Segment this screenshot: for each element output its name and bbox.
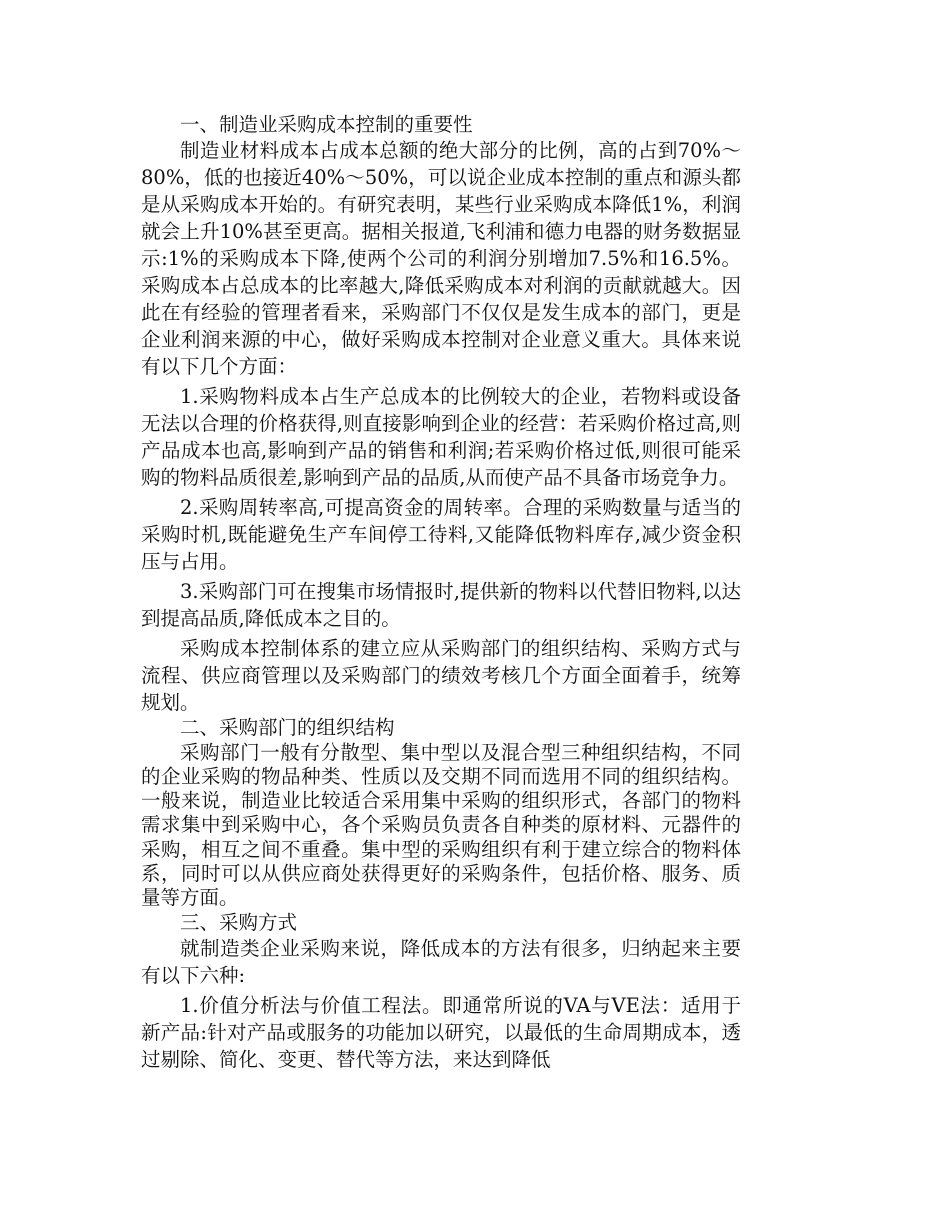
section-heading-3: 三、采购方式 <box>180 910 298 934</box>
body-paragraph: 采购部门一般有分散型、集中型以及混合型三种组织结构，不同的企业采购的物品种类、性质以及交期不同而选用不同的组织结构。一般来说，制造业比较适合采用集中采购的组织形式，各部门的物料需求集中到采购中心，各个采购员负责各自种类的原材料、元器件的采购，相互之间不重叠。集中型的采购组织有利于建立综合的物料体系，同时可以从供应商处获得更好的采购条件，包括价格、服务、质量等方面。 <box>141 740 741 910</box>
body-paragraph: 制造业材料成本占成本总额的绝大部分的比例，高的占到70%～80%，低的也接近40%～50%，可以说企业成本控制的重点和源头都是从采购成本开始的。有研究表明，某些行业采购成本降低1%，利润就会上升10%甚至更高。据相关报道,飞利浦和德力电器的财务数据显示:1%的采购成本下降,使两个公司的利润分别增加7.5%和16.5%。采购成本占总成本的比率越大,降低采购成本对利润的贡献就越大。因此在有经验的管理者看来，采购部门不仅仅是发生成本的部门，更是企业利润来源的中心，做好采购成本控制对企业意义重大。具体来说有以下几个方面： <box>141 139 741 379</box>
list-item-paragraph: 1.价值分析法与价值工程法。即通常所说的VA与VE法：适用于新产品:针对产品或服务的功能加以研究，以最低的生命周期成本，透过剔除、简化、变更、替代等方法，来达到降低 <box>141 993 741 1071</box>
document-page <box>141 113 741 1073</box>
list-item-paragraph: 3.采购部门可在搜集市场情报时,提供新的物料以代替旧物料,以达到提高品质,降低成本之目的。 <box>141 580 741 631</box>
body-paragraph: 采购成本控制体系的建立应从采购部门的组织结构、采购方式与流程、供应商管理以及采购部门的绩效考核几个方面全面着手，统筹规划。 <box>141 637 741 715</box>
section-heading-1: 一、制造业采购成本控制的重要性 <box>180 113 473 136</box>
list-item-paragraph: 1.采购物料成本占生产总成本的比例较大的企业，若物料或设备无法以合理的价格获得,则直接影响到企业的经营：若采购价格过高,则产品成本也高,影响到产品的销售和利润;若采购价格过低,则很可能采购的物料品质很差,影响到产品的品质,从而使产品不具备市场竞争力。 <box>141 385 741 490</box>
section-heading-2: 二、采购部门的组织结构 <box>180 716 395 740</box>
list-item-paragraph: 2.采购周转率高,可提高资金的周转率。合理的采购数量与适当的采购时机,既能避免生产车间停工待料,又能降低物料库存,减少资金积压与占用。 <box>141 496 741 574</box>
body-paragraph: 就制造类企业采购来说，降低成本的方法有很多，归纳起来主要有以下六种: <box>141 936 741 987</box>
